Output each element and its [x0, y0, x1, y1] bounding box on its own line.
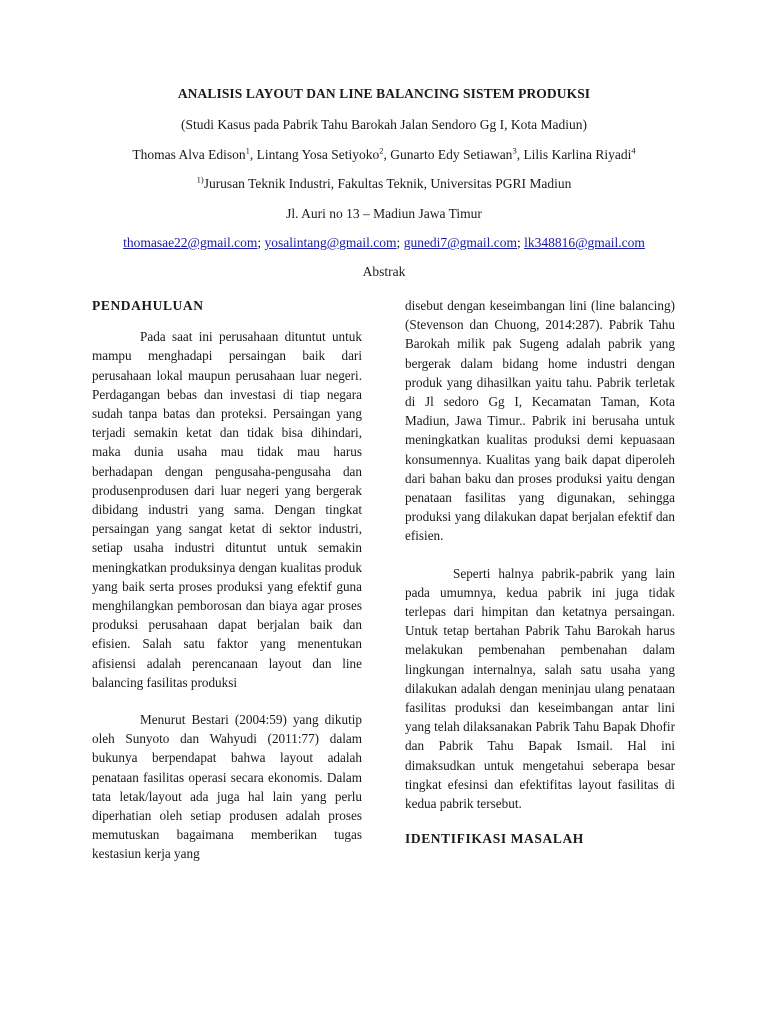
author-name: Gunarto Edy Setiawan	[390, 147, 513, 162]
right-column	[405, 296, 675, 860]
author-superscript: 3	[512, 145, 517, 156]
email-link[interactable]: thomasae22@gmail.com	[123, 235, 258, 250]
author-name: Thomas Alva Edison	[132, 147, 246, 162]
body-paragraph: Seperti halnya pabrik-pabrik yang lain pada umumnya, kedua pabrik ini juga tidak terlepas dari himpitan dan ketatnya persaingan. Untuk tetap bertahan Pabrik Tahu Barokah harus melakukan pembenahan pembenahan dalam lingkungan internalnya, salah satu usaha yang dilakukan adalah dengan meninjau ulang penataan fasilitas produksi dan keseimbangan antar lini yang telah dilaksanakan Pabrik Tahu Bapak Dhofir dan Pabrik Tahu Bapak Ismail. Hal ini dimaksudkan untuk mengetahui seberapa besar tingkat efesinsi dan efektifitas layout fasilitas di kedua pabrik tersebut.	[405, 565, 675, 812]
author-separator: ,	[383, 147, 391, 162]
email-separator: ;	[257, 235, 265, 250]
author-separator: ,	[249, 147, 257, 162]
author-superscript: 1	[245, 145, 250, 156]
body-paragraph: Menurut Bestari (2004:59) yang dikutip oleh Sunyoto dan Wahyudi (2011:77) dalam bukunya berpendapat bahwa layout adalah penataan fasilitas operasi secara ekonomis. Dalam tata letak/layout ada juga hal lain yang perlu diperhatian oleh setiap produsen adalah proses memutuskan bagaimana memberikan tugas kestasiun kerja yang	[92, 712, 362, 862]
email-separator: ;	[516, 235, 525, 250]
paper-subtitle: (Studi Kasus pada Pabrik Tahu Barokah Jalan Sendoro Gg I, Kota Madiun)	[181, 117, 587, 132]
affiliation-superscript: 1)	[196, 174, 204, 185]
paper-title: ANALISIS LAYOUT DAN LINE BALANCING SISTEM PRODUKSI	[177, 86, 591, 101]
section-heading-pendahuluan: PENDAHULUAN	[92, 298, 204, 313]
email-link[interactable]: lk348816@gmail.com	[524, 235, 645, 250]
author-name: Lilis Karlina Riyadi	[523, 147, 632, 162]
section-heading-identifikasi-masalah: IDENTIFIKASI MASALAH	[405, 831, 584, 847]
address-line: Jl. Auri no 13 – Madiun Jawa Timur	[286, 206, 482, 221]
author-name: Lintang Yosa Setiyoko	[256, 147, 380, 162]
email-separator: ;	[396, 235, 404, 250]
body-paragraph: disebut dengan keseimbangan lini (line balancing) (Stevenson dan Chuong, 2014:287). Pabrik Tahu Barokah milik pak Sugeng adalah pabrik yang bergerak dalam bidang home industri dengan produk yang dihasilkan yaitu tahu. Pabrik terletak di Jl sedoro Gg I, Kecamatan Taman, Kota Madiun, Jawa Timur.. Pabrik ini berusaha untuk meningkatkan kualitas produksi demi kepuasaan konsumennya. Kualitas yang baik dapat diperoleh dari bahan baku dan proses produksi yaitu dengan penataan fasilitas yang digunakan, sehingga produksi yang dilakukan dapat berjalan efektif dan efisien.	[405, 298, 675, 544]
author-superscript: 4	[631, 145, 636, 156]
paragraph-gap	[405, 546, 675, 564]
author-list	[0, 147, 768, 163]
paragraph-gap	[92, 692, 362, 710]
email-link[interactable]: yosalintang@gmail.com	[264, 235, 397, 250]
affiliation-text: Jurusan Teknik Industri, Fakultas Teknik, Universitas PGRI Madiun	[203, 176, 572, 191]
author-separator: ,	[516, 147, 524, 162]
affiliation-line	[0, 176, 768, 192]
email-list	[0, 235, 768, 251]
body-paragraph: Pada saat ini perusahaan dituntut untuk mampu menghadapi persaingan baik dari perusahaan lokal maupun perusahaan luar negeri. Perdagangan bebas dan investasi di tiap negara sudah tanpa batas dan proteksi. Persaingan yang terjadi semakin ketat dan tidak bisa dihindari, maka dunia usaha mau tidak mau harus berhadapan dengan pengusaha-pengusaha dan produsenprodusen dari luar negeri yang bergerak dibidang industri yang sama. Dengan tingkat persaingan yang sangat ketat di sektor industri, setiap usaha industri dituntut untuk semakin meningkatkan produksinya dengan kualitas produk yang baik serta proses produksi yang efektif guna menghilangkan pemborosan dan biaya agar proses produksi perusahaan dapat berjalan baik dan efisien. Salah satu faktor yang menentukan afisiensi adalah perencanaan layout dan line balancing fasilitas produksi	[92, 329, 362, 690]
email-link[interactable]: gunedi7@gmail.com	[403, 235, 517, 250]
abstract-label: Abstrak	[362, 264, 406, 279]
author-superscript: 2	[379, 145, 384, 156]
left-column	[92, 296, 362, 864]
